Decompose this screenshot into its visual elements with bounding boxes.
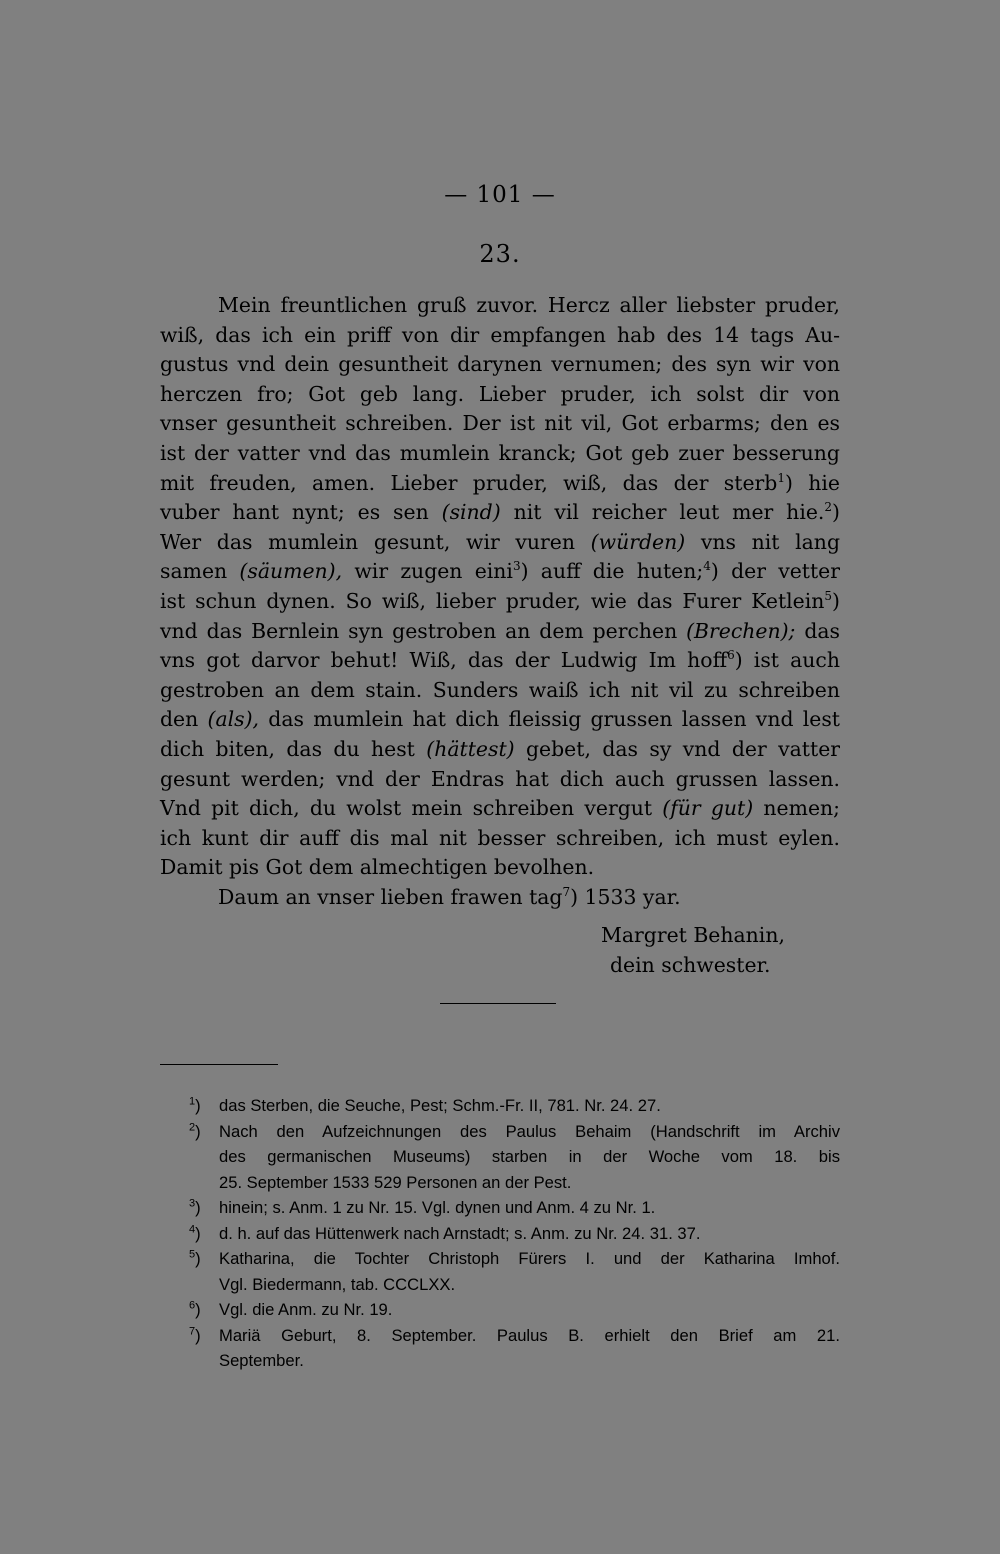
- footnote-reference: 3: [512, 559, 521, 574]
- footnote-line: Nach den Aufzeichnungen des Paulus Behaim (Handschrift im Archiv: [219, 1121, 840, 1141]
- footnote-mark: $^4$): [189, 1222, 201, 1243]
- letter-line: vuber hant nynt; es sen (sind) nit vil reicher leut mer hie.$^2$): [160, 500, 840, 525]
- letter-line: ich kunt dir auff dis mal nit besser schreiben, ich must eylen.: [160, 825, 840, 850]
- footnote: [160, 1323, 840, 1374]
- footnote: [160, 1093, 840, 1119]
- signature-block: [601, 920, 785, 980]
- footnote: [160, 1221, 840, 1247]
- letter-line: Vnd pit dich, du wolst mein schreiben vergut (für gut) nemen;: [160, 796, 841, 821]
- footnote-line: September.: [219, 1351, 304, 1370]
- letter-line: ist der vatter vnd das mumlein kranck; Got geb zuer besserung: [160, 440, 840, 465]
- editorial-gloss: (für gut): [662, 796, 754, 821]
- footnote: [160, 1297, 840, 1323]
- letter-line: vnd das Bernlein syn gestroben an dem perchen (Brechen); das: [160, 618, 840, 643]
- footnote-reference: 6: [727, 648, 735, 663]
- footnote: [160, 1195, 840, 1221]
- footnote-mark: $^1$): [189, 1095, 201, 1115]
- editorial-gloss: (würden): [590, 529, 686, 554]
- footnote-divider: [160, 1064, 278, 1065]
- signature-relation: dein schwester.: [610, 953, 771, 977]
- signature-name: Margret Behanin,: [601, 923, 785, 947]
- letter-line: herczen fro; Got geb lang. Lieber pruder, ich solst dir von: [160, 381, 840, 406]
- footnote-reference: 1: [777, 470, 785, 485]
- letter-line: Wer das mumlein gesunt, wir vuren (würden) vns nit lang: [160, 529, 840, 554]
- footnote-mark: $^6$): [189, 1299, 201, 1319]
- letter-line: gustus vnd dein gesuntheit darynen vernumen; des syn wir von: [160, 352, 840, 377]
- footnote-line: Mariä Geburt, 8. September. Paulus B. erhielt den Brief am 21.: [219, 1325, 840, 1345]
- letter-line: gestroben an dem stain. Sunders waiß ich nit vil zu schreiben: [160, 677, 840, 702]
- letter-line: ist schun dynen. So wiß, lieber pruder, wie das Furer Ketlein$^5$): [160, 588, 840, 613]
- letter-closing: Daum an vnser lieben frawen tag$^7$) 1533 yar.: [218, 884, 681, 909]
- letter-line: dich biten, das du hest (hättest) gebet, das sy vnd der vatter: [160, 736, 841, 761]
- editorial-gloss: (als),: [207, 707, 260, 732]
- footnote-reference: 2: [824, 500, 833, 515]
- letter-line: samen (säumen), wir zugen eini$^3$) auff die huten;$^4$) der vetter: [160, 559, 840, 584]
- letter-line: gesunt werden; vnd der Endras hat dich auch grussen lassen.: [160, 766, 840, 791]
- section-divider: [440, 1003, 556, 1004]
- page-number: — 101 —: [444, 182, 556, 208]
- footnote-line: d. h. auf das Hüttenwerk nach Arnstadt; s. Anm. zu Nr. 24. 31. 37.: [219, 1223, 701, 1243]
- letter-line: mit freuden, amen. Lieber pruder, wiß, das der sterb$^1$) hie: [160, 470, 840, 495]
- footnote-mark: $^5$): [189, 1248, 201, 1268]
- footnote-mark: $^7$): [189, 1324, 201, 1345]
- letter-number: 23.: [479, 240, 521, 268]
- letter-body: [160, 291, 840, 912]
- footnote-line: des germanischen Museums) starben in der Woche vom 18. bis: [219, 1147, 840, 1166]
- editorial-gloss: (sind): [441, 500, 501, 525]
- footnote: [160, 1246, 840, 1297]
- footnote-mark: $^3$): [189, 1197, 201, 1217]
- letter-line: vns got darvor behut! Wiß, das der Ludwig Im hoff$^6$) ist auch: [160, 648, 840, 673]
- letter-line: wiß, das ich ein priff von dir empfangen hab des 14 tags Au-: [160, 322, 840, 347]
- editorial-gloss: (hättest): [426, 736, 515, 761]
- letter-line: Damit pis Got dem almechtigen bevolhen.: [160, 855, 595, 880]
- footnote-mark: $^2$): [189, 1120, 201, 1141]
- footnote-line: Katharina, die Tochter Christoph Fürers I. und der Katharina Imhof.: [219, 1249, 840, 1268]
- footnote-line: das Sterben, die Seuche, Pest; Schm.-Fr. II, 781. Nr. 24. 27.: [219, 1096, 661, 1115]
- letter-line: Mein freuntlichen gruß zuvor. Hercz aller liebster pruder,: [218, 293, 840, 317]
- footnote-line: 25. September 1533 529 Personen an der Pest.: [219, 1172, 572, 1192]
- footnote-line: Vgl. die Anm. zu Nr. 19.: [219, 1300, 393, 1319]
- editorial-gloss: (Brechen);: [686, 618, 796, 643]
- footnote: [160, 1119, 840, 1196]
- footnote-line: Vgl. Biedermann, tab. CCCLXX.: [219, 1274, 456, 1294]
- footnote-reference: 4: [703, 559, 711, 574]
- footnote-reference: 5: [824, 589, 833, 604]
- letter-line: den (als), das mumlein hat dich fleissig grussen lassen vnd lest: [160, 707, 840, 732]
- footnote-line: hinein; s. Anm. 1 zu Nr. 15. Vgl. dynen und Anm. 4 zu Nr. 1.: [219, 1198, 656, 1217]
- editorial-gloss: (säumen),: [239, 559, 343, 584]
- letter-line: vnser gesuntheit schreiben. Der ist nit vil, Got erbarms; den es: [160, 411, 840, 436]
- footnote-reference: 7: [562, 885, 571, 900]
- footnotes: [160, 1093, 840, 1374]
